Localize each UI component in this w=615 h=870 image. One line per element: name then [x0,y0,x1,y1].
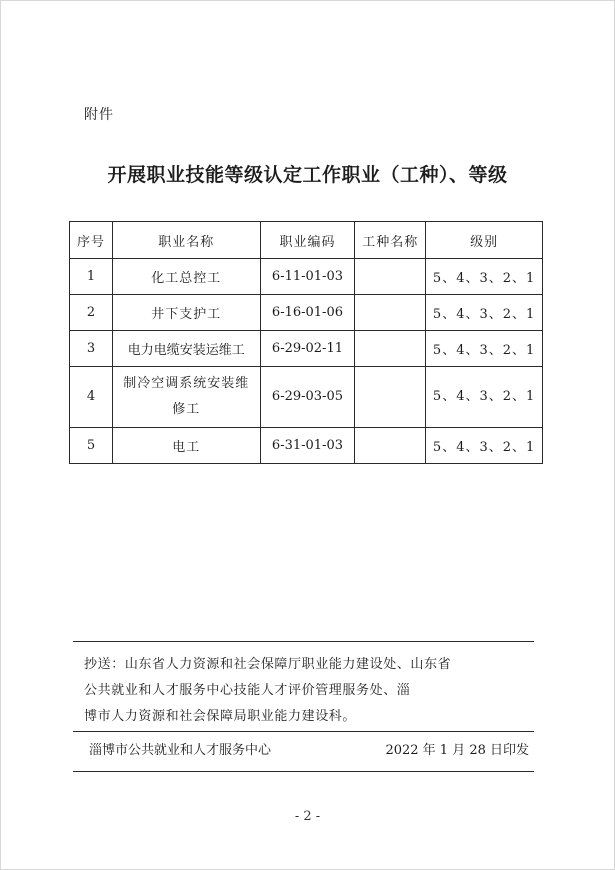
header-occupation-name: 职业名称 [112,222,260,259]
table-row [70,428,543,464]
cc-top-rule [73,641,534,642]
occupation-grade-table [69,221,543,464]
cc-recipients-3: 博市人力资源和社会保障局职业能力建设科。 [84,709,357,724]
occupation-name-line-1: 制冷空调系统安装维 [123,376,250,391]
issuer-organization: 淄博市公共就业和人才服务中心 [89,743,272,758]
cell-occupation-name: 化工总控工 [112,259,260,295]
cell-occupation-name: 电工 [112,428,260,464]
cell-occupation-name [112,367,260,428]
cell-serial-number: 2 [70,295,113,331]
cell-work-type-name [355,428,426,464]
cell-serial-number: 1 [70,259,113,295]
issuer-line [89,739,529,758]
occupation-name-line-2: 修工 [172,402,201,417]
page-number: - 2 - [294,809,321,824]
table-row [70,367,543,428]
cc-recipients-1: 山东省人力资源和社会保障厅职业能力建设处、山东省 [124,657,452,672]
header-level: 级别 [426,222,543,259]
cell-level: 5、4、3、2、1 [426,428,543,464]
cell-serial-number: 4 [70,367,113,428]
cc-line-1 [84,652,539,678]
cell-level: 5、4、3、2、1 [426,331,543,367]
cc-label: 抄送： [84,657,125,672]
cell-serial-number: 5 [70,428,113,464]
cell-serial-number: 3 [70,331,113,367]
table-header-row [70,222,543,259]
cell-occupation-name: 电力电缆安装运维工 [112,331,260,367]
attachment-label: 附件 [84,107,114,123]
cell-work-type-name [355,367,426,428]
table-row [70,331,543,367]
cell-occupation-name: 井下支护工 [112,295,260,331]
document-title: 开展职业技能等级认定工作职业（工种）、等级 [107,164,508,186]
cell-occupation-code: 6-29-03-05 [260,367,355,428]
header-serial-number: 序号 [70,222,113,259]
table-row [70,259,543,295]
table-row [70,295,543,331]
cell-level: 5、4、3、2、1 [426,367,543,428]
cell-level: 5、4、3、2、1 [426,295,543,331]
cell-level: 5、4、3、2、1 [426,259,543,295]
header-occupation-code: 职业编码 [260,222,355,259]
cc-distribution [84,652,539,730]
cell-work-type-name [355,259,426,295]
cell-occupation-code: 6-31-01-03 [260,428,355,464]
cc-middle-rule [73,731,534,732]
header-work-type-name: 工种名称 [355,222,426,259]
cell-work-type-name [355,331,426,367]
issue-date: 2022 年 1 月 28 日印发 [385,743,529,758]
cell-work-type-name [355,295,426,331]
cell-occupation-code: 6-11-01-03 [260,259,355,295]
cell-occupation-code: 6-16-01-06 [260,295,355,331]
cell-occupation-code: 6-29-02-11 [260,331,355,367]
cc-recipients-2: 公共就业和人才服务中心技能人才评价管理服务处、淄 [84,683,411,698]
cc-bottom-rule [73,771,534,772]
